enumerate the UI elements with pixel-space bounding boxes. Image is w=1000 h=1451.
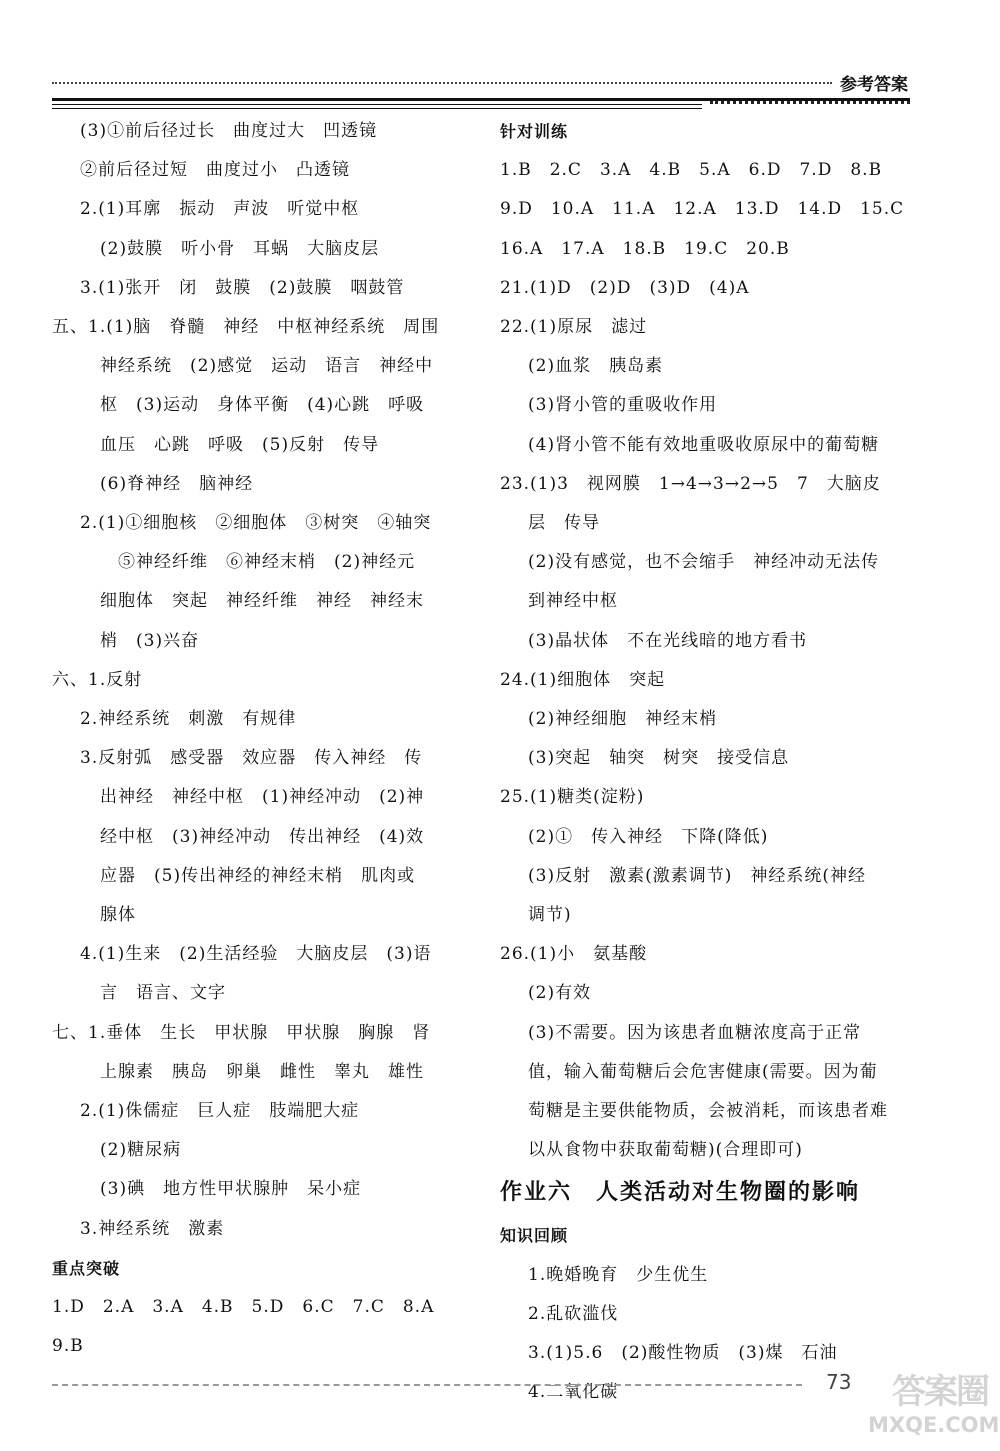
header-title: 参考答案 bbox=[840, 75, 908, 95]
section-title: 作业六 人类活动对生物圈的影响 bbox=[500, 1180, 861, 1206]
answer-line: 16.A 17.A 18.B 19.C 20.B bbox=[500, 238, 790, 259]
watermark-url: MXQE.COM bbox=[868, 1413, 1000, 1437]
answer-line: (3)①前后径过长 曲度过大 凹透镜 bbox=[80, 121, 378, 141]
header-rule-thin bbox=[52, 104, 702, 105]
answer-line: 2.(1)耳廓 振动 声波 听觉中枢 bbox=[80, 199, 360, 220]
answer-line: 层 传导 bbox=[528, 513, 600, 534]
answer-line: 上腺素 胰岛 卵巢 雌性 睾丸 雄性 bbox=[100, 1061, 424, 1082]
section-heading: 重点突破 bbox=[52, 1258, 121, 1278]
page-number: 73 bbox=[826, 1370, 852, 1394]
right-column bbox=[500, 112, 910, 1413]
answer-line: 五、1.(1)脑 脊髓 神经 中枢神经系统 周围 bbox=[52, 317, 440, 338]
answer-line: ⑤神经纤维 ⑥神经末梢 (2)神经元 bbox=[118, 552, 416, 573]
answer-line: 3.反射弧 感受器 效应器 传入神经 传 bbox=[80, 748, 423, 769]
answer-line: 七、1.垂体 生长 甲状腺 甲状腺 胸腺 肾 bbox=[52, 1022, 431, 1043]
answer-line: (2)糖尿病 bbox=[100, 1140, 182, 1161]
answer-line: 9.D 10.A 11.A 12.A 13.D 14.D 15.C bbox=[500, 199, 905, 220]
answer-line: 23.(1)3 视网膜 1→4→3→2→5 7 大脑皮 bbox=[500, 473, 881, 494]
answer-line: 1.B 2.C 3.A 4.B 5.A 6.D 7.D 8.B bbox=[500, 160, 883, 181]
answer-line: 4.二氧化碳 bbox=[528, 1382, 619, 1403]
answer-line: 细胞体 突起 神经纤维 神经 神经末 bbox=[100, 591, 424, 612]
answer-line: 出神经 神经中枢 (1)神经冲动 (2)神 bbox=[100, 787, 425, 808]
answer-line: 梢 (3)兴奋 bbox=[100, 630, 200, 651]
answer-line: (2)鼓膜 听小骨 耳蜗 大脑皮层 bbox=[100, 238, 380, 259]
answer-line: 26.(1)小 氨基酸 bbox=[500, 944, 648, 965]
answer-line: 3.(1)5.6 (2)酸性物质 (3)煤 石油 bbox=[528, 1343, 838, 1364]
answer-line: 腺体 bbox=[100, 905, 136, 926]
answer-line: 萄糖是主要供能物质，会被消耗，而该患者难 bbox=[528, 1101, 888, 1122]
header-decoration bbox=[710, 101, 910, 104]
answer-line: 2.乱砍滥伐 bbox=[528, 1303, 619, 1324]
answer-line: 血压 心跳 呼吸 (5)反射 传导 bbox=[100, 434, 380, 455]
answer-line: 25.(1)糖类(淀粉) bbox=[500, 787, 645, 808]
answer-line: (6)脊神经 脑神经 bbox=[100, 473, 254, 494]
answer-line: (2)神经细胞 神经末梢 bbox=[528, 709, 718, 730]
answer-line: (3)晶状体 不在光线暗的地方看书 bbox=[528, 630, 808, 651]
answer-line: 言 语言、文字 bbox=[100, 983, 226, 1004]
answer-line: 21.(1)D (2)D (3)D (4)A bbox=[500, 277, 750, 298]
header-dotted-rule bbox=[52, 82, 832, 84]
answer-line: 1.D 2.A 3.A 4.B 5.D 6.C 7.C 8.A bbox=[52, 1297, 435, 1318]
left-column bbox=[52, 112, 470, 1367]
answer-line: 24.(1)细胞体 突起 bbox=[500, 669, 666, 690]
answer-line: 神经系统 (2)感觉 运动 语言 神经中 bbox=[100, 356, 434, 377]
answer-line: (3)反射 激素(激素调节) 神经系统(神经 bbox=[528, 865, 866, 886]
answer-line: (2)血浆 胰岛素 bbox=[528, 356, 664, 377]
section-heading: 知识回顾 bbox=[500, 1226, 569, 1246]
watermark-text: 答案圈 bbox=[892, 1372, 988, 1412]
answer-line: 到神经中枢 bbox=[528, 591, 618, 612]
answer-line: 3.神经系统 激素 bbox=[80, 1218, 225, 1239]
answer-line: 2.神经系统 刺激 有规律 bbox=[80, 709, 297, 730]
answer-line: 经中枢 (3)神经冲动 传出神经 (4)效 bbox=[100, 826, 425, 847]
answer-line: (3)不需要。因为该患者血糖浓度高于正常 bbox=[528, 1022, 862, 1043]
answer-line: 调节) bbox=[528, 905, 572, 926]
answer-line: 以从食物中获取葡萄糖)(合理即可) bbox=[528, 1140, 803, 1161]
watermark-logo bbox=[868, 1372, 1000, 1444]
answer-line: (3)肾小管的重吸收作用 bbox=[528, 395, 718, 416]
footer-rule bbox=[52, 1384, 802, 1386]
answer-line: (3)碘 地方性甲状腺肿 呆小症 bbox=[100, 1179, 362, 1200]
answer-line: 2.(1)①细胞核 ②细胞体 ③树突 ④轴突 bbox=[80, 513, 432, 534]
answer-line: (2)有效 bbox=[528, 983, 592, 1004]
answer-line: 六、1.反射 bbox=[52, 669, 143, 690]
answer-line: 9.B bbox=[52, 1336, 84, 1357]
answer-line: (4)肾小管不能有效地重吸收原尿中的葡萄糖 bbox=[528, 434, 880, 455]
section-heading: 针对训练 bbox=[500, 122, 569, 141]
header-rule-thin bbox=[52, 108, 702, 109]
answer-line: (2)没有感觉，也不会缩手 神经冲动无法传 bbox=[528, 552, 880, 573]
answer-line: 值，输入葡萄糖后会危害健康(需要。因为葡 bbox=[528, 1061, 878, 1082]
answer-line: ②前后径过短 曲度过小 凸透镜 bbox=[80, 160, 350, 181]
answer-line: 1.晚婚晚育 少生优生 bbox=[528, 1264, 709, 1285]
answer-line: (2)① 传入神经 下降(降低) bbox=[528, 826, 769, 847]
answer-line: 枢 (3)运动 身体平衡 (4)心跳 呼吸 bbox=[100, 395, 425, 416]
answer-line: 2.(1)侏儒症 巨人症 肢端肥大症 bbox=[80, 1101, 360, 1122]
answer-line: 22.(1)原尿 滤过 bbox=[500, 317, 648, 338]
answer-line: 3.(1)张开 闭 鼓膜 (2)鼓膜 咽鼓管 bbox=[80, 277, 405, 298]
answer-line: 应器 (5)传出神经的神经末梢 肌肉或 bbox=[100, 865, 416, 886]
answer-line: 4.(1)生来 (2)生活经验 大脑皮层 (3)语 bbox=[80, 944, 432, 965]
answer-line: (3)突起 轴突 树突 接受信息 bbox=[528, 748, 790, 769]
